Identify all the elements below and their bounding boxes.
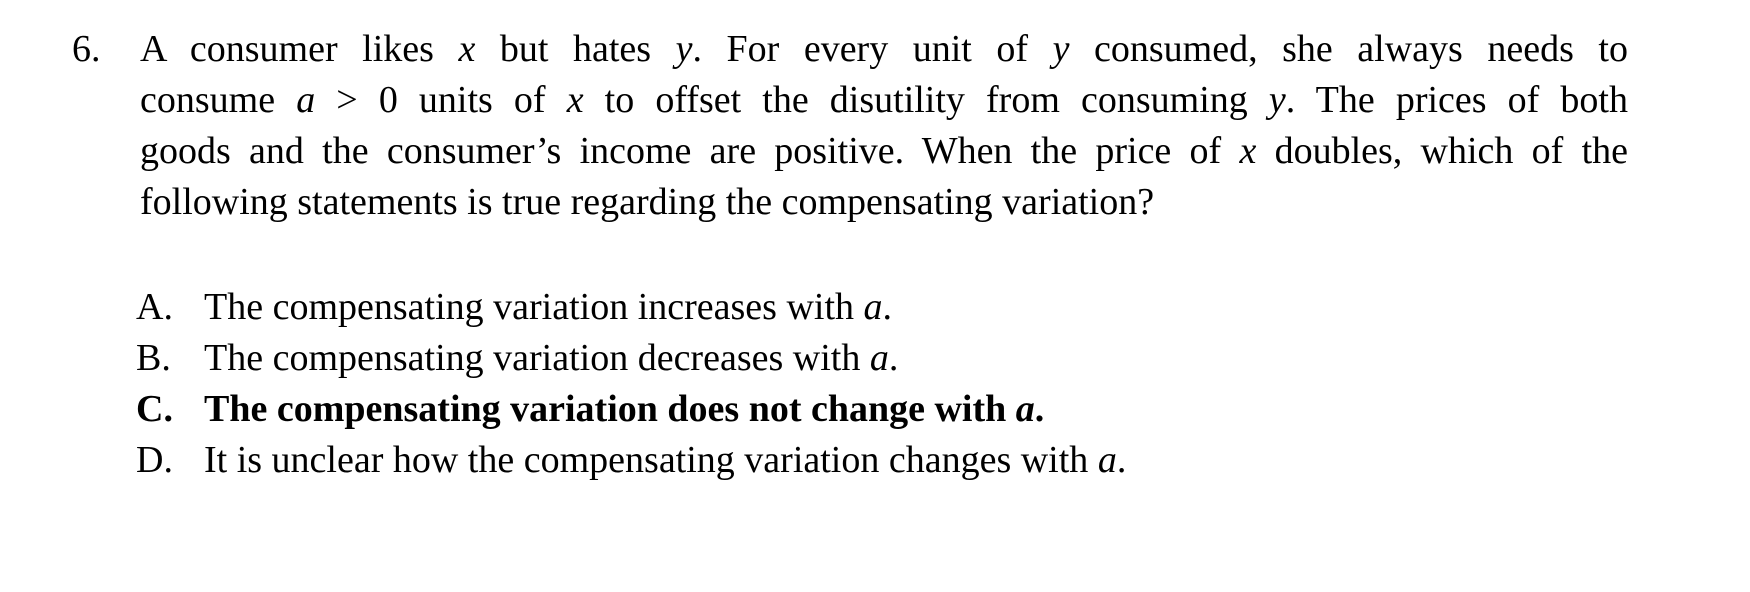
variable-a: a xyxy=(296,79,316,121)
option-a xyxy=(136,282,1336,333)
option-text-body: The compensating variation does not change with xyxy=(204,388,1016,430)
option-b xyxy=(136,333,1336,384)
stem-text: doubles, which of the xyxy=(1256,130,1629,172)
option-text-body: The compensating variation decreases with xyxy=(204,337,870,379)
question-stem xyxy=(140,24,1628,228)
stem-text: to offset the disutility from consuming xyxy=(583,79,1269,121)
variable-a: a xyxy=(1097,439,1117,481)
stem-line-4 xyxy=(140,177,1628,228)
stem-text: but hates xyxy=(475,28,676,70)
stem-text: consume xyxy=(140,79,297,121)
variable-a: a xyxy=(863,286,883,328)
variable-x: x xyxy=(566,79,584,121)
option-text-body: The compensating variation increases with xyxy=(204,286,864,328)
option-text xyxy=(204,282,892,333)
stem-text: . The prices of both xyxy=(1285,79,1628,121)
stem-line-1 xyxy=(140,24,1628,75)
question-number: 6. xyxy=(72,28,101,70)
option-text xyxy=(204,384,1044,435)
option-text-end: . xyxy=(888,337,899,379)
option-d xyxy=(136,435,1336,486)
stem-text: > 0 units of xyxy=(315,79,567,121)
variable-a: a xyxy=(1015,388,1035,430)
stem-text: consumed, she always needs to xyxy=(1069,28,1628,70)
answer-options xyxy=(136,282,1336,486)
option-text-end: . xyxy=(882,286,893,328)
stem-text: goods and the consumer’s income are positive. When the price of xyxy=(140,130,1240,172)
variable-x: x xyxy=(458,28,476,70)
option-text-end: . xyxy=(1116,439,1127,481)
option-letter: C. xyxy=(136,388,173,430)
option-text xyxy=(204,333,898,384)
option-c-correct xyxy=(136,384,1336,435)
stem-line-3 xyxy=(140,126,1628,177)
variable-y: y xyxy=(1052,28,1070,70)
variable-y: y xyxy=(675,28,693,70)
stem-text: following statements is true regarding the compensating variation? xyxy=(140,181,1155,223)
option-text xyxy=(204,435,1126,486)
option-letter: B. xyxy=(136,337,171,379)
variable-y: y xyxy=(1268,79,1286,121)
stem-text: . For every unit of xyxy=(692,28,1053,70)
option-letter: D. xyxy=(136,439,173,481)
option-text-end: . xyxy=(1034,388,1045,430)
option-text-body: It is unclear how the compensating variation changes with xyxy=(204,439,1098,481)
variable-a: a xyxy=(869,337,889,379)
stem-text: A consumer likes xyxy=(140,28,459,70)
option-letter: A. xyxy=(136,286,173,328)
variable-x: x xyxy=(1239,130,1257,172)
stem-line-2 xyxy=(140,75,1628,126)
